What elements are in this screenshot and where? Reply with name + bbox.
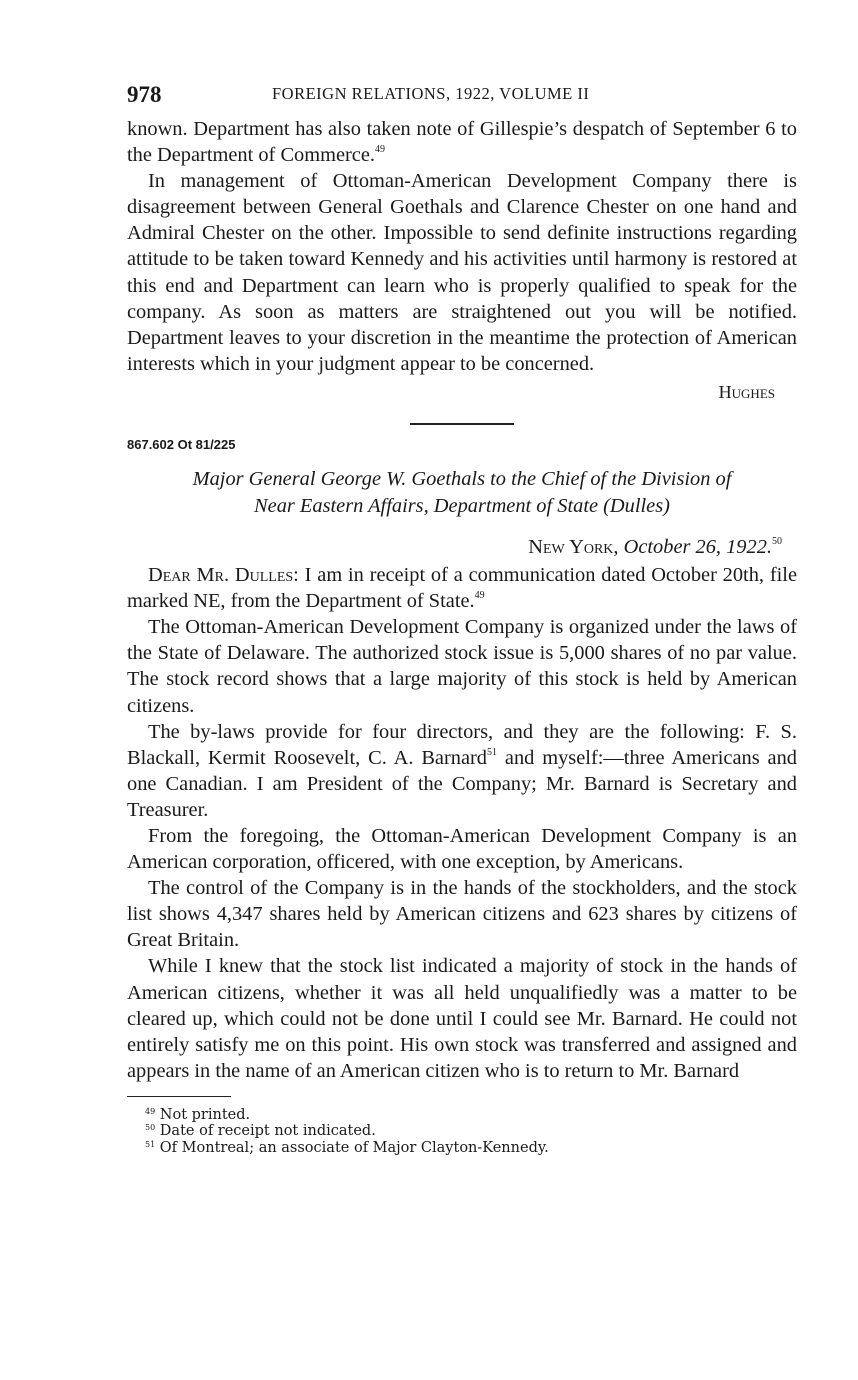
footnote-ref: 49	[375, 144, 385, 156]
footnote: $^{51}$ Of Montreal; an associate of Major Clayton-Kennedy.	[145, 1139, 549, 1156]
page-number: 978	[127, 82, 162, 107]
document-page	[127, 80, 797, 1156]
salutation: Dear Mr. Dulles:	[148, 564, 299, 587]
letter-paragraph: The by-laws provide for four directors, and they are the following: F. S. Blackall, Kermit Roosevelt, C. A. Barnard$^{51}$ and myself:—three Americans and one Canadian. I am President of the Company; Mr. Barnard is Secretary and Treasurer.	[127, 720, 797, 821]
footnote: $^{50}$ Date of receipt not indicated.	[145, 1123, 376, 1140]
page-header	[127, 80, 797, 114]
letter-paragraph: While I knew that the stock list indicated a majority of stock in the hands of American citizens, whether it was all held unqualifiedly was a matter to be cleared up, which could not be done until I could see Mr. Barnard. He could not entirely satisfy me on this point. His own stock was transferred and assigned and appears in the name of an American citizen who is to return to Mr. Barnard	[127, 955, 797, 1082]
letter-paragraph: From the foregoing, the Ottoman-American Development Company is an American corporation, officered, with one exception, by Americans.	[127, 824, 797, 874]
dateline-place: New York,	[528, 536, 619, 559]
letter-paragraph: The Ottoman-American Development Company is organized under the laws of the State of Delaware. The authorized stock issue is 5,000 shares of no par value. The stock record shows that a large majority of this stock is held by American citizens.	[127, 616, 797, 717]
file-number: 867.602 Ot 81/225	[127, 437, 236, 453]
letter-paragraph: Dear Mr. Dulles: I am in receipt of a communication dated October 20th, file marked NE, from the Department of State.$^{49}$	[127, 564, 797, 613]
signature: Hughes	[718, 381, 775, 402]
telegram-paragraph: In management of Ottoman-American Development Company there is disagreement between General Goethals and Clarence Chester on one hand and Admiral Chester on the other. Impossible to send definite instructions regarding attitude to be taken toward Kennedy and his activities until harmony is restored at this end and Department can learn who is properly qualified to speak for the company. As soon as matters are straightened out you will be notified. Department leaves to your discretion in the meantime the protection of American interests which in your judgment appear to be concerned.	[127, 170, 797, 375]
running-head: FOREIGN RELATIONS, 1922, VOLUME II	[272, 84, 590, 103]
telegram-continuation: known. Department has also taken note of Gillespie’s despatch of September 6 to the Department of Commerce.$^{49}$	[127, 118, 797, 167]
letter-body	[127, 562, 797, 1084]
footnote-ref: 50	[772, 536, 782, 548]
letter-paragraph: The control of the Company is in the hands of the stockholders, and the stock list shows 4,347 shares held by American citizens and 623 shares by citizens of Great Britain.	[127, 877, 797, 952]
section-divider	[410, 423, 514, 425]
footnote: $^{49}$ Not printed.	[145, 1106, 251, 1123]
dateline-date: October 26, 1922.	[623, 536, 772, 559]
footnote-divider	[127, 1096, 231, 1097]
telegram-text	[127, 116, 797, 405]
document-title: Major General George W. Goethals to the Chief of the Division of Near Eastern Affairs, Department of State (Dulles)	[192, 468, 732, 518]
dateline	[127, 534, 797, 560]
footnote-ref: 49	[474, 590, 485, 602]
footnote-ref: 51	[487, 746, 497, 758]
footnotes	[127, 1107, 797, 1157]
